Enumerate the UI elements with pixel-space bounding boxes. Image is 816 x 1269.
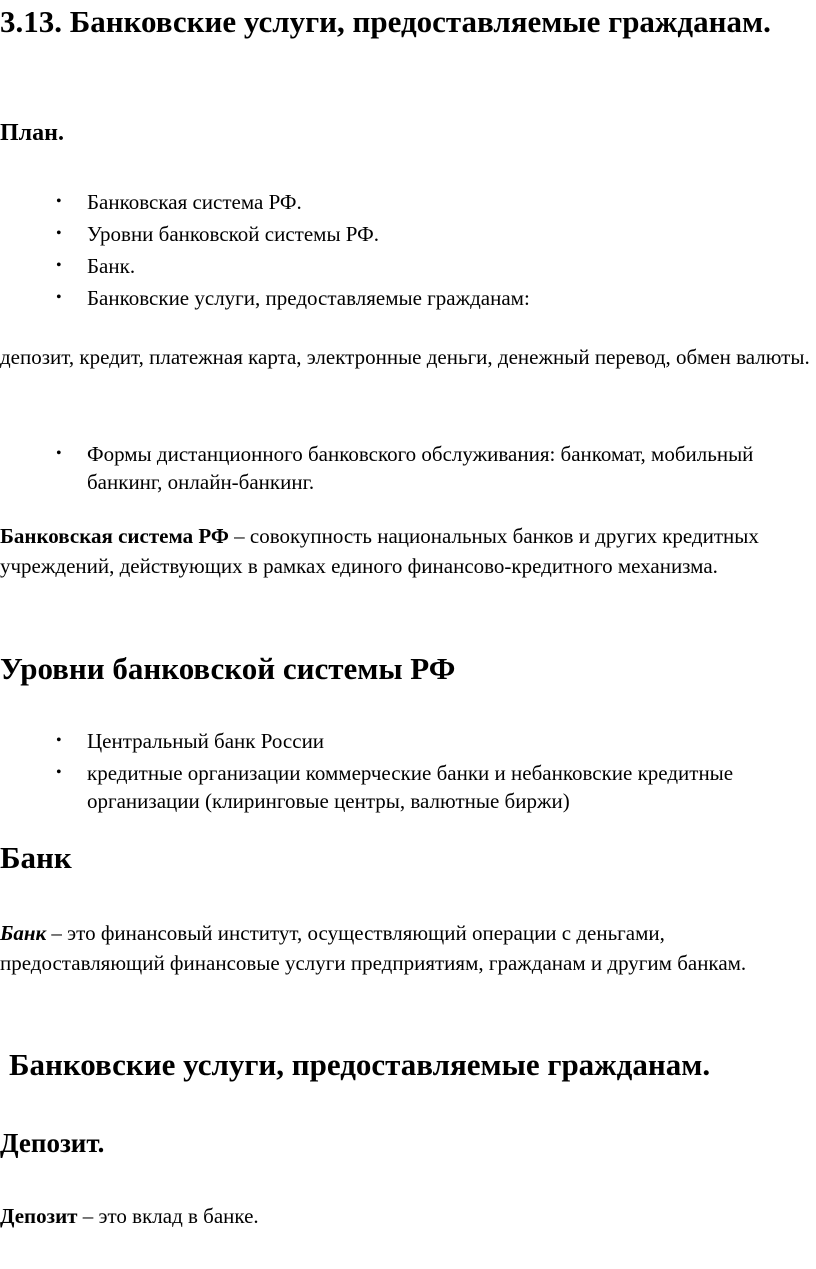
- services-line: депозит, кредит, платежная карта, электронные деньги, денежный перевод, обмен валюты.: [0, 345, 810, 369]
- plan-heading: План.: [0, 120, 64, 146]
- definition-text: – это вклад в банке.: [77, 1204, 259, 1228]
- definition-bank: [0, 919, 810, 978]
- document-title: 3.13. Банковские услуги, предоставляемые гражданам.: [0, 4, 771, 39]
- list-item: • Банковские услуги, предоставляемые гражданам:: [56, 286, 530, 310]
- list-item: • Уровни банковской системы РФ.: [56, 222, 379, 246]
- definition-text: – это финансовый институт, осуществляющий операции с деньгами, предоставляющий финансовые услуги предприятиям, гражданам и другим банкам.: [0, 921, 747, 975]
- bullet-icon: •: [56, 257, 62, 274]
- bullet-icon: •: [56, 732, 62, 749]
- bullet-icon: •: [56, 289, 62, 306]
- list-item: • Банковская система РФ.: [56, 190, 302, 214]
- levels-list: [0, 727, 816, 819]
- term-deposit: Депозит: [0, 1204, 78, 1228]
- bullet-icon: •: [56, 193, 62, 210]
- definition-deposit: [0, 1202, 810, 1232]
- list-item: • кредитные организации коммерческие банки и небанковские кредитные организации (клиринговые центры, валютные биржи): [56, 761, 734, 813]
- bullet-icon: •: [56, 764, 62, 781]
- list-item: • Банк.: [56, 254, 136, 278]
- list-item: • Центральный банк России: [56, 729, 325, 753]
- definition-text: – совокупность национальных банков и других кредитных учреждений, действующих в рамках единого финансово-кредитного механизма.: [0, 524, 759, 578]
- services-heading: Банковские услуги, предоставляемые гражданам.: [9, 1047, 711, 1082]
- bank-heading: Банк: [0, 840, 72, 875]
- levels-heading: Уровни банковской системы РФ: [0, 651, 456, 686]
- plan-list-2: [0, 440, 816, 500]
- definition-banking-system: [0, 522, 810, 581]
- term-banking-system: Банковская система РФ: [0, 524, 229, 548]
- list-item: • Формы дистанционного банковского обслуживания: банкомат, мобильный банкинг, онлайн-банкинг.: [56, 442, 754, 494]
- term-bank: Банк: [0, 921, 47, 945]
- plan-list: [0, 188, 816, 316]
- bullet-icon: •: [56, 225, 62, 242]
- deposit-heading: Депозит.: [0, 1128, 105, 1158]
- bullet-icon: •: [56, 445, 62, 462]
